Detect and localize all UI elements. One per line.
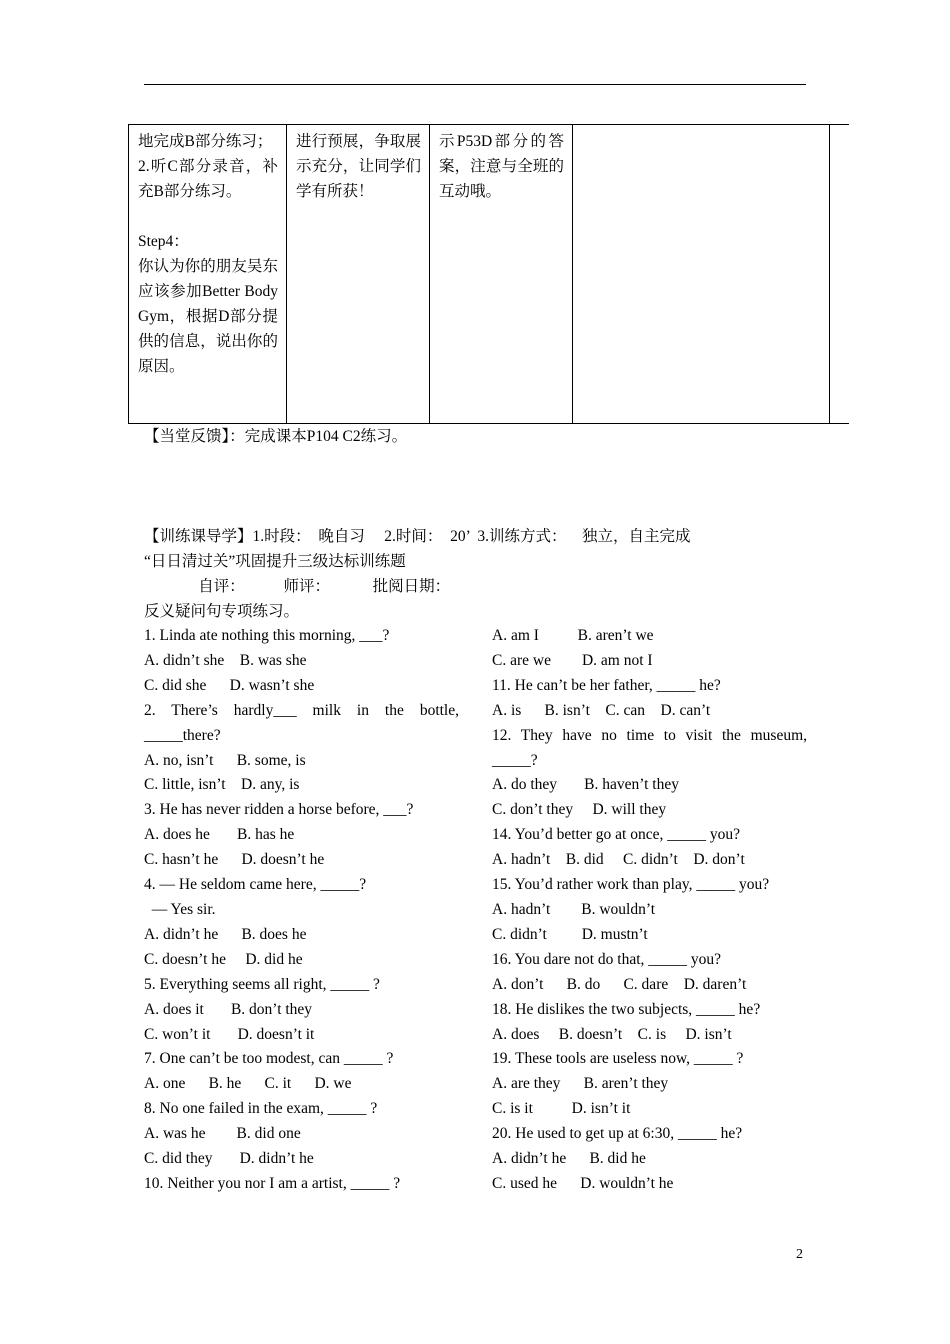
question-line: C. is it D. isn’t it — [492, 1100, 631, 1118]
questions-right-column — [492, 624, 807, 1197]
question-line: A. didn’t he B. does he — [144, 925, 307, 943]
question-line: 14. You’d better go at once, _____ you? — [492, 826, 740, 844]
question-line: A. hadn’t B. did C. didn’t D. don’t — [492, 851, 745, 869]
feedback-line: 【当堂反馈】：完成课本P104 C2练习。 — [144, 428, 408, 445]
question-line: A. does B. doesn’t C. is D. isn’t — [492, 1025, 732, 1043]
lesson-table-row — [129, 125, 849, 424]
question-line: 3. He has never ridden a horse before, ___? — [144, 801, 414, 819]
question-line: 19. These tools are useless now, _____ ? — [492, 1050, 744, 1068]
question-line: C. didn’t D. mustn’t — [492, 925, 648, 943]
question-line: C. used he D. wouldn’t he — [492, 1174, 674, 1192]
page-number: 2 — [796, 1247, 803, 1262]
question-line: 15. You’d rather work than play, _____ you? — [492, 876, 770, 894]
question-line: A. no, isn’t B. some, is — [144, 751, 306, 769]
question-line: _____? — [492, 751, 538, 769]
question-line: 12. They have no time to visit the museum, — [492, 726, 807, 744]
question-line: 1. Linda ate nothing this morning, ___? — [144, 627, 390, 644]
training-header: 【训练课导学】1.时段： 晚自习 2.时间： 20’ 3.训练方式： 独立，自主完成 — [144, 528, 691, 545]
question-line: A. was he B. did one — [144, 1125, 301, 1143]
question-line: _____there? — [144, 726, 221, 744]
question-line: 5. Everything seems all right, _____ ? — [144, 975, 380, 993]
question-line: 11. He can’t be her father, _____ he? — [492, 676, 721, 694]
question-line: A. does it B. don’t they — [144, 1000, 313, 1018]
question-line: C. little, isn’t D. any, is — [144, 776, 300, 794]
question-line: 4. — He seldom came here, _____? — [144, 876, 367, 894]
question-line: A. didn’t he B. did he — [492, 1150, 646, 1168]
question-line: A. is B. isn’t C. can D. can’t — [492, 701, 711, 719]
question-line: 2. There’s hardly___ milk in the bottle, — [144, 701, 459, 719]
question-line: C. did they D. didn’t he — [144, 1150, 314, 1168]
question-line: — Yes sir. — [144, 900, 216, 918]
header-rule — [144, 84, 806, 85]
table-cell-student-activity: 地完成B部分练习； 2.听C部分录音，补充B部分练习。 Step4： 你认为你的朋友吴东应该参加Better Body Gym，根据D部分提供的信息，说出你的原因。 — [129, 125, 287, 424]
table-cell-teacher-guidance: 进行预展，争取展示充分，让同学们学有所获！ — [287, 125, 430, 424]
question-line: 16. You dare not do that, _____ you? — [492, 950, 722, 968]
question-line: A. hadn’t B. wouldn’t — [492, 900, 656, 918]
question-line: A. does he B. has he — [144, 826, 295, 844]
question-line: C. don’t they D. will they — [492, 801, 667, 819]
questions-left-column — [144, 624, 459, 1197]
question-line: C. hasn’t he D. doesn’t he — [144, 851, 325, 869]
lesson-table — [128, 124, 849, 424]
question-line: 20. He used to get up at 6:30, _____ he? — [492, 1125, 743, 1143]
table-cell-notes — [573, 125, 830, 424]
question-line: A. am I B. aren’t we — [492, 627, 654, 644]
exercise-heading: 反义疑问句专项练习。 — [144, 603, 300, 620]
question-line: A. didn’t she B. was she — [144, 651, 307, 669]
table-cell-margin — [830, 125, 849, 424]
question-line: A. do they B. haven’t they — [492, 776, 679, 794]
question-line: C. won’t it D. doesn’t it — [144, 1025, 315, 1043]
training-title: “日日清过关”巩固提升三级达标训练题 — [144, 553, 406, 570]
question-line: C. did she D. wasn’t she — [144, 676, 315, 694]
evaluation-line: 自评： 师评： 批阅日期： — [144, 578, 451, 595]
question-line: C. doesn’t he D. did he — [144, 950, 303, 968]
question-line: C. are we D. am not I — [492, 651, 653, 669]
question-line: A. are they B. aren’t they — [492, 1075, 669, 1093]
question-line: 7. One can’t be too modest, can _____ ? — [144, 1050, 394, 1068]
question-line: A. don’t B. do C. dare D. daren’t — [492, 975, 747, 993]
table-cell-presentation: 示P53D部分的答案，注意与全班的互动哦。 — [430, 125, 573, 424]
question-line: A. one B. he C. it D. we — [144, 1075, 352, 1093]
question-line: 18. He dislikes the two subjects, _____ he? — [492, 1000, 761, 1018]
question-line: 10. Neither you nor I am a artist, _____ ? — [144, 1174, 401, 1192]
question-line: 8. No one failed in the exam, _____ ? — [144, 1100, 378, 1118]
